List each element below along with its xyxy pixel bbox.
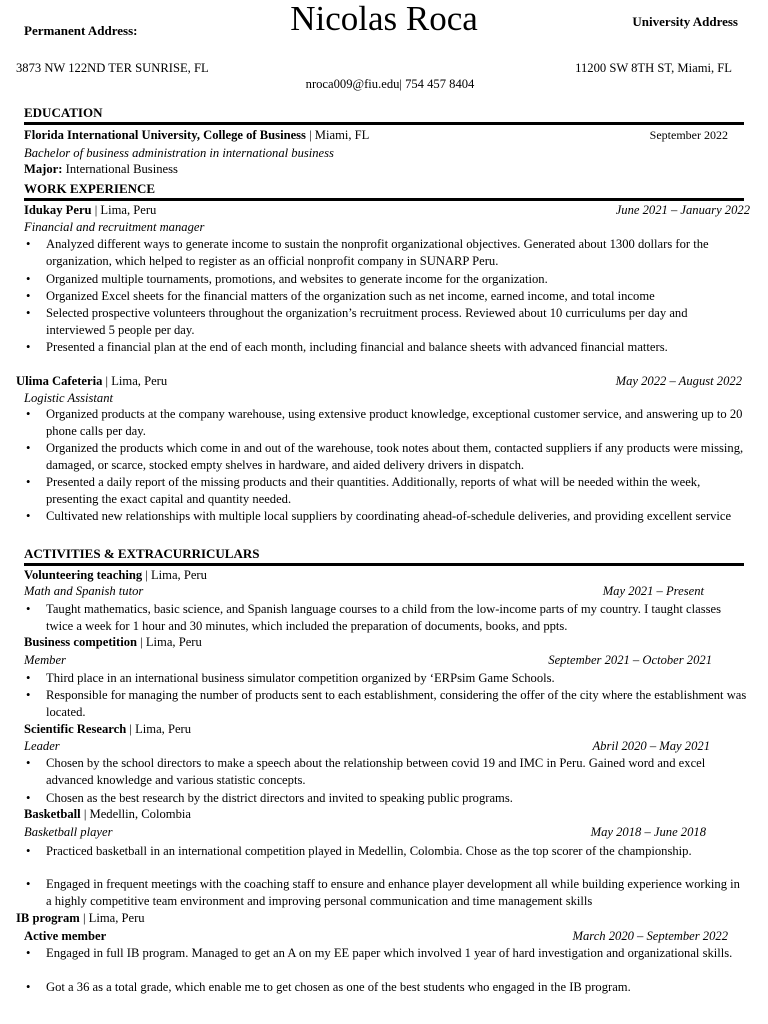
activity-header: [24, 634, 202, 651]
activity-role: Active member: [24, 929, 107, 943]
activity-role-row: [24, 824, 744, 841]
job-date: May 2022 – August 2022: [615, 374, 742, 388]
contact-line: nroca009@fiu.edu| 754 457 8404: [305, 77, 475, 91]
activity-location: | Medellin, Colombia: [83, 807, 191, 821]
list-item: • Selected prospective volunteers throughout the organization’s recruitment process. Reviewed about 10 curriculums per day and interviewed 5 people per day.: [24, 305, 748, 339]
activities-section: [24, 546, 744, 566]
list-item: • Engaged in full IB program. Managed to get an A on my EE paper which involved 1 year of hard investigation and organizational skills.: [24, 945, 748, 962]
job-date: June 2021 – January 2022: [615, 203, 750, 217]
activity-role: Leader: [24, 739, 60, 753]
education-date: September 2022: [649, 128, 728, 142]
activity-location: | Lima, Peru: [140, 635, 202, 649]
school-name: Florida International University, College of Business: [24, 128, 306, 142]
activity-header: [24, 806, 191, 823]
permanent-address: 3873 NW 122ND TER SUNRISE, FL: [16, 61, 209, 75]
activity-header: [16, 910, 145, 927]
section-divider: [24, 198, 744, 201]
section-divider: [24, 122, 744, 125]
activity-header: [24, 567, 207, 584]
list-item: • Engaged in frequent meetings with the coaching staff to ensure and enhance player development all while building experience working in a highly competitive team environment and improving personal communication and time management skills: [24, 876, 748, 910]
activity-role-row: [24, 738, 744, 755]
major-value: International Business: [65, 162, 178, 176]
education-row: [24, 127, 744, 144]
job-location: | Lima, Peru: [94, 203, 157, 217]
activity-org: Business competition: [24, 635, 138, 649]
list-item: • Presented a financial plan at the end of each month, including financial and balance sheets with advanced financial matters.: [24, 339, 748, 356]
university-address-label: University Address: [632, 14, 738, 29]
list-item: • Presented a daily report of the missing products and their quantities. Additionally, reports of what will be needed within the week, presenting the exact capital and quantity needed.: [24, 474, 748, 508]
list-item: • Got a 36 as a total grade, which enable me to get chosen as one of the best students who engaged in the IB program.: [24, 979, 748, 996]
activity-location: | Lima, Peru: [129, 722, 192, 736]
candidate-name: Nicolas Roca: [290, 0, 478, 38]
job-role: Logistic Assistant: [24, 391, 113, 405]
list-item: • Organized multiple tournaments, promotions, and websites to generate income for the organization.: [24, 271, 748, 288]
activity-role: Member: [24, 653, 66, 667]
activity-location: | Lima, Peru: [145, 568, 207, 582]
education-title: EDUCATION: [24, 105, 103, 120]
activity-date: September 2021 – October 2021: [548, 653, 712, 667]
list-item: • Responsible for managing the number of products sent to each establishment, considering the offer of the city where the establishment was located.: [24, 687, 748, 721]
job-header: [24, 202, 750, 219]
activity-org: Scientific Research: [24, 722, 127, 736]
list-item: • Chosen by the school directors to make a speech about the relationship between covid 19 and IMC in Peru. Gained word and excel advanced knowledge and various statistic concepts.: [24, 755, 748, 789]
activity-date: Abril 2020 – May 2021: [592, 739, 710, 753]
work-section: [24, 181, 744, 201]
activity-role: Math and Spanish tutor: [24, 584, 144, 598]
list-item: • Chosen as the best research by the district directors and invited to speaking public programs.: [24, 790, 748, 807]
list-item: • Organized products at the company warehouse, using extensive product knowledge, exceptional customer service, and answering up to 20 phone calls per day.: [24, 406, 748, 440]
job-role: Financial and recruitment manager: [24, 220, 205, 234]
activity-role-row: [24, 652, 744, 669]
list-item: • Practiced basketball in an international competition played in Medellin, Colombia. Chose as the top scorer of the championship.: [24, 843, 748, 860]
major-line: [24, 161, 178, 178]
school-location: | Miami, FL: [309, 128, 370, 142]
activity-header: [24, 721, 191, 738]
activity-org: Volunteering teaching: [24, 568, 143, 582]
work-title: WORK EXPERIENCE: [24, 181, 156, 196]
list-item: • Organized Excel sheets for the financial matters of the organization such as net income, earned income, and total income: [24, 288, 748, 305]
list-item: • Cultivated new relationships with multiple local suppliers by coordinating ahead-of-schedule deliveries, and providing excellent service: [24, 508, 748, 525]
job-header: [16, 373, 744, 390]
activity-location: | Lima, Peru: [82, 911, 145, 925]
activity-org: Basketball: [24, 807, 81, 821]
job-org: Idukay Peru: [24, 203, 92, 217]
activity-role-row: [24, 583, 744, 600]
university-address: 11200 SW 8TH ST, Miami, FL: [575, 61, 732, 75]
degree: Bachelor of business administration in international business: [24, 146, 334, 160]
activity-date: May 2021 – Present: [602, 584, 704, 598]
activities-title: ACTIVITIES & EXTRACURRICULARS: [24, 546, 260, 561]
job-org: Ulima Cafeteria: [16, 374, 103, 388]
activity-date: March 2020 – September 2022: [572, 929, 728, 943]
job-location: | Lima, Peru: [105, 374, 168, 388]
permanent-address-label: Permanent Address:: [24, 23, 138, 38]
list-item: • Organized the products which come in and out of the warehouse, took notes about them, contacted suppliers if any products were missing, damaged, or scarce, stocked empty shelves in hardware, and aided delivery drivers in dispatch.: [24, 440, 748, 474]
section-divider: [24, 563, 744, 566]
major-label: Major:: [24, 162, 63, 176]
list-item: • Taught mathematics, basic science, and Spanish language courses to a child from the low-income parts of my country. I taught classes twice a week for 1 hour and 30 minutes, which included the preparation of documents, books, and ppts.: [24, 601, 748, 635]
list-item: • Analyzed different ways to generate income to sustain the nonprofit organizational objectives. Generated about 1300 dollars for the organization, which helped to register as an official nonprofit company in SUNARP Peru.: [24, 236, 748, 270]
activity-role: Basketball player: [24, 825, 113, 839]
activity-org: IB program: [16, 911, 80, 925]
activity-date: May 2018 – June 2018: [590, 825, 706, 839]
list-item: • Third place in an international business simulator competition organized by ‘ERPsim Game Schools.: [24, 670, 748, 687]
education-section: [24, 105, 744, 125]
activity-role-row: [24, 928, 744, 945]
